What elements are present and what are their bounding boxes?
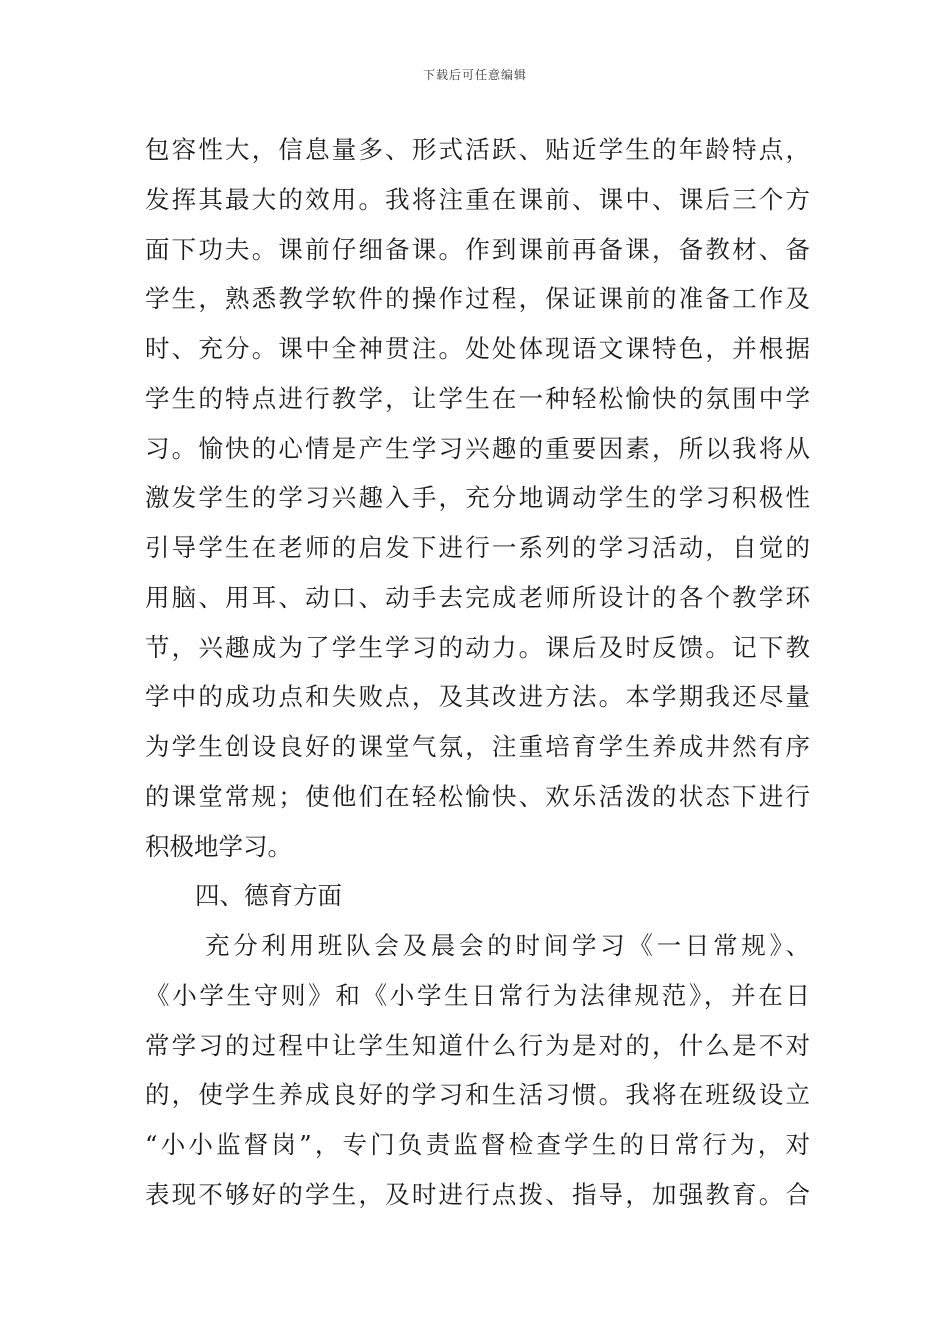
- text-line: 表现不够好的学生，及时进行点拨、指导，加强教育。合: [145, 1179, 810, 1209]
- text-line: 积极地学习。: [145, 831, 292, 861]
- text-line: 习。愉快的心情是产生学习兴趣的重要因素，所以我将从: [145, 433, 810, 463]
- text-line: 引导学生在老师的启发下进行一系列的学习活动，自觉的: [145, 533, 810, 562]
- text-line: 面下功夫。课前仔细备课。作到课前再备课，备教材、备: [145, 234, 810, 264]
- text-line: 激发学生的学习兴趣入手，充分地调动学生的学习积极性: [145, 483, 810, 513]
- text-line: 包容性大，信息量多、形式活跃、贴近学生的年龄特点，: [145, 135, 810, 164]
- text-line: 为学生创设良好的课堂气氛，注重培育学生养成井然有序: [145, 732, 810, 761]
- text-line: 的课堂常规；使他们在轻松愉快、欢乐活泼的状态下进行: [145, 781, 810, 811]
- text-line: 《小学生守则》和《小学生日常行为法律规范》，并在日: [145, 980, 810, 1010]
- section-heading: 四、德育方面: [195, 881, 342, 911]
- text-line: 充分利用班队会及晨会的时间学习《一日常规》、: [205, 931, 810, 960]
- text-line: 发挥其最大的效用。我将注重在课前、课中、课后三个方: [145, 184, 810, 214]
- page-header: 下载后可任意编辑: [422, 68, 527, 82]
- text-line: 常学习的过程中让学生知道什么行为是对的，什么是不对: [145, 1030, 810, 1060]
- text-line: 学生，熟悉教学软件的操作过程，保证课前的准备工作及: [145, 284, 810, 314]
- text-line: 时、充分。课中全神贯注。处处体现语文课特色，并根据: [145, 334, 810, 363]
- text-line: 节，兴趣成为了学生学习的动力。课后及时反馈。记下教: [145, 632, 810, 662]
- document-body: [145, 125, 810, 1220]
- text-line: 学中的成功点和失败点，及其改进方法。本学期我还尽量: [145, 682, 810, 712]
- text-line: 学生的特点进行教学，让学生在一种轻松愉快的氛围中学: [145, 383, 810, 413]
- text-line: 用脑、用耳、动口、动手去完成老师所设计的各个教学环: [145, 582, 810, 612]
- text-line: “小小监督岗”，专门负责监督检查学生的日常行为，对: [145, 1130, 810, 1159]
- text-line: 的，使学生养成良好的学习和生活习惯。我将在班级设立: [145, 1080, 810, 1110]
